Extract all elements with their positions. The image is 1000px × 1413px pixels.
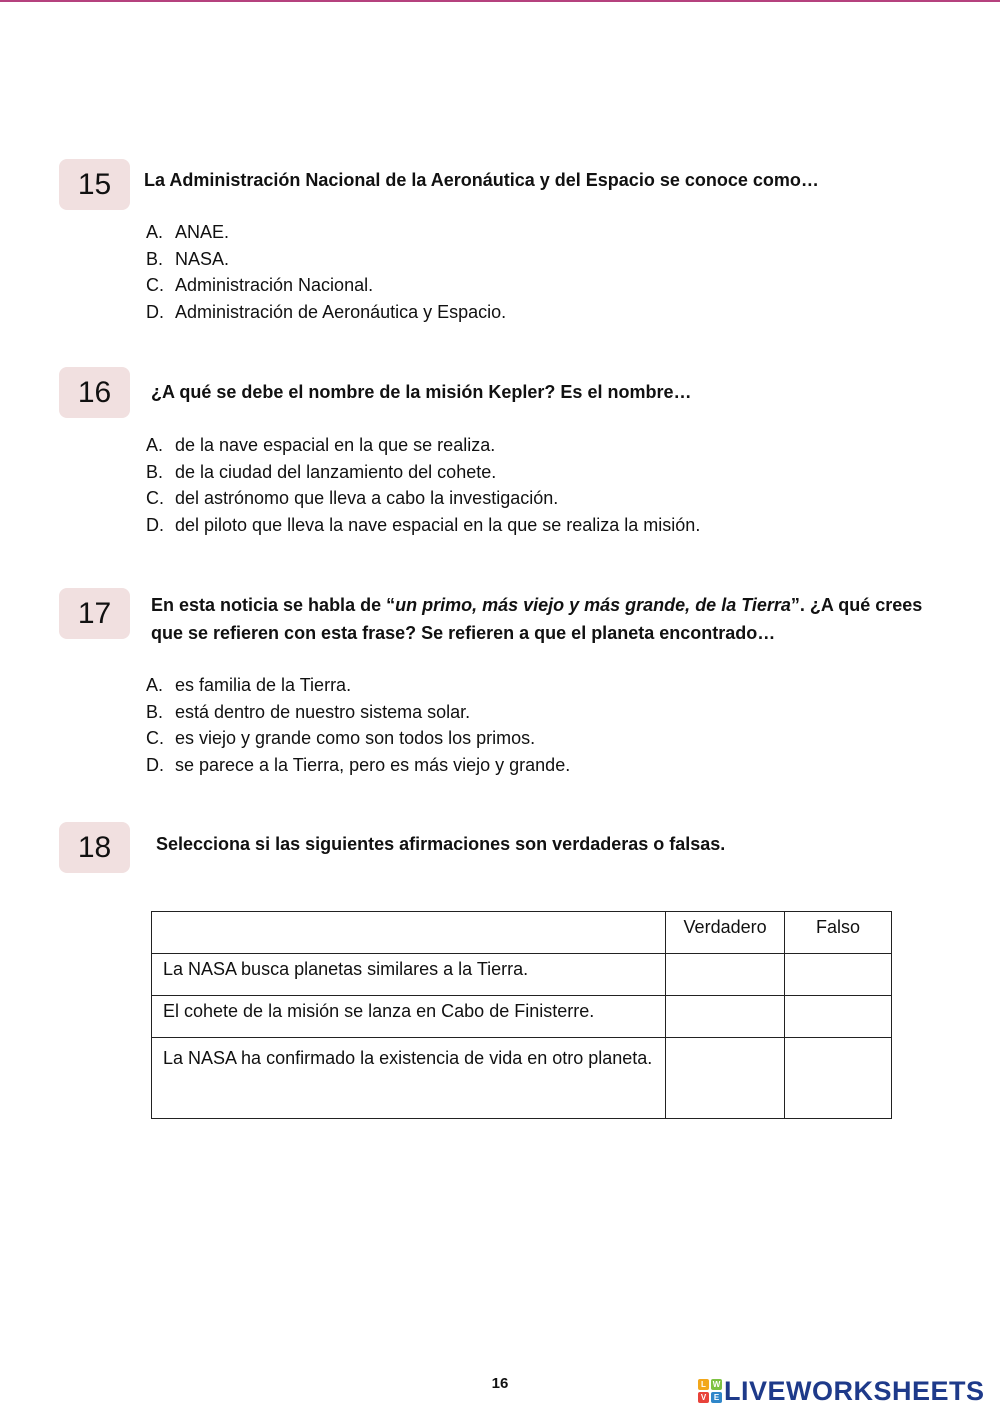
logo-tile: V — [698, 1392, 709, 1403]
logo-text: LIVEWORKSHEETS — [724, 1375, 985, 1406]
table-row — [152, 1038, 892, 1119]
option-a[interactable] — [146, 219, 506, 246]
question-number-badge: 17 — [59, 588, 130, 639]
option-letter: B. — [146, 701, 164, 722]
option-d[interactable] — [146, 752, 570, 779]
option-letter: C. — [146, 488, 164, 509]
table-row — [152, 996, 892, 1038]
option-c[interactable] — [146, 485, 700, 512]
question-prompt: Selecciona si las siguientes afirmaciones son verdaderas o falsas. — [156, 834, 726, 854]
option-b[interactable] — [146, 246, 506, 273]
true-false-table — [151, 911, 892, 1119]
option-text: del astrónomo que lleva a cabo la investigación. — [175, 488, 559, 509]
options-list — [146, 672, 570, 779]
option-d[interactable] — [146, 512, 700, 539]
logo-icon — [698, 1379, 722, 1403]
option-text: del piloto que lleva la nave espacial en la que se realiza la misión. — [175, 515, 701, 536]
logo-tile: L — [698, 1379, 709, 1390]
option-letter: C. — [146, 728, 164, 749]
option-letter: D. — [146, 755, 164, 776]
option-a[interactable] — [146, 432, 700, 459]
option-text: está dentro de nuestro sistema solar. — [175, 701, 471, 722]
option-text: NASA. — [175, 248, 230, 269]
option-letter: C. — [146, 275, 164, 296]
options-list — [146, 432, 700, 539]
header-false: Falso — [785, 912, 892, 954]
option-letter: D. — [146, 302, 164, 323]
false-answer-cell[interactable] — [785, 1038, 892, 1119]
table-row — [152, 954, 892, 996]
option-b[interactable] — [146, 459, 700, 486]
header-true: Verdadero — [666, 912, 785, 954]
true-answer-cell[interactable] — [666, 1038, 785, 1119]
option-letter: D. — [146, 515, 164, 536]
header-statement — [152, 912, 666, 954]
option-b[interactable] — [146, 699, 570, 726]
question-number-badge: 15 — [59, 159, 130, 210]
option-c[interactable] — [146, 725, 570, 752]
option-text: Administración Nacional. — [175, 275, 374, 296]
option-text: es viejo y grande como son todos los primos. — [175, 728, 536, 749]
question-prompt: ¿A qué se debe el nombre de la misión Kepler? Es el nombre… — [151, 382, 692, 402]
options-list — [146, 219, 506, 326]
statement-cell: La NASA ha confirmado la existencia de vida en otro planeta. — [152, 1038, 666, 1119]
page-number: 16 — [491, 1375, 509, 1392]
option-c[interactable] — [146, 272, 506, 299]
question-number-badge: 18 — [59, 822, 130, 873]
question-prompt: La Administración Nacional de la Aeronáutica y del Espacio se conoce como… — [144, 170, 819, 190]
option-a[interactable] — [146, 672, 570, 699]
prompt-quote: un primo, más viejo y más grande, de la Tierra — [395, 595, 791, 615]
option-text: es familia de la Tierra. — [175, 675, 352, 695]
false-answer-cell[interactable] — [785, 954, 892, 996]
prompt-text: ”. ¿A qué crees que se refieren con esta frase? Se refieren a que el planeta encontrado… — [151, 595, 923, 643]
option-letter: A. — [146, 222, 164, 242]
question-prompt — [151, 591, 941, 647]
option-text: de la ciudad del lanzamiento del cohete. — [175, 461, 497, 482]
statement-cell: El cohete de la misión se lanza en Cabo de Finisterre. — [152, 996, 666, 1038]
top-accent-line — [0, 0, 1000, 2]
option-d[interactable] — [146, 299, 506, 326]
option-letter: A. — [146, 675, 164, 695]
option-text: se parece a la Tierra, pero es más viejo y grande. — [175, 755, 571, 776]
option-text: ANAE. — [175, 222, 230, 242]
option-letter: A. — [146, 435, 164, 455]
logo-tile: E — [711, 1392, 722, 1403]
true-answer-cell[interactable] — [666, 954, 785, 996]
false-answer-cell[interactable] — [785, 996, 892, 1038]
option-letter: B. — [146, 248, 164, 269]
statement-cell: La NASA busca planetas similares a la Tierra. — [152, 954, 666, 996]
table-header-row — [152, 912, 892, 954]
option-text: Administración de Aeronáutica y Espacio. — [175, 302, 507, 323]
true-answer-cell[interactable] — [666, 996, 785, 1038]
question-number-badge: 16 — [59, 367, 130, 418]
liveworksheets-logo[interactable] — [698, 1374, 985, 1408]
logo-tile: W — [712, 1380, 721, 1389]
prompt-text: En esta noticia se habla de “ — [151, 595, 396, 615]
option-text: de la nave espacial en la que se realiza. — [175, 435, 496, 455]
option-letter: B. — [146, 461, 164, 482]
